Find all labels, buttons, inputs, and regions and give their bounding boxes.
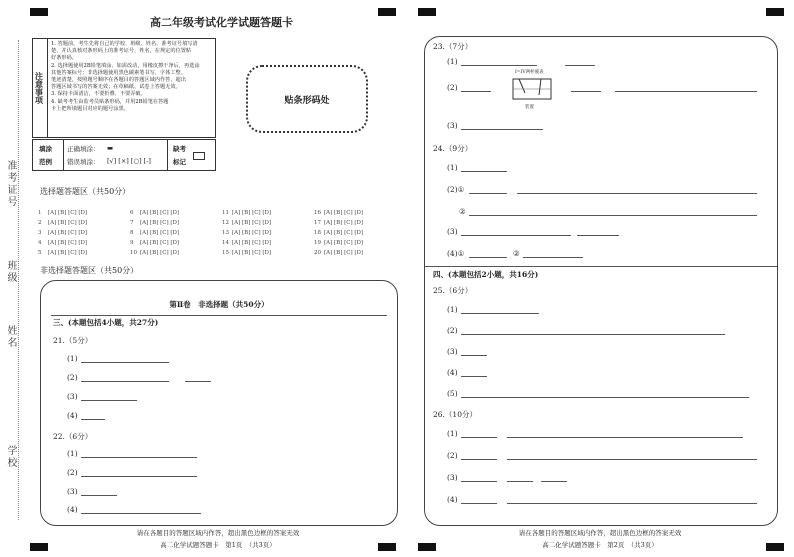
answer-line[interactable] xyxy=(461,437,497,438)
answer-line[interactable] xyxy=(81,362,169,363)
choice-question-row[interactable] xyxy=(130,230,179,236)
notice-line: 2. 选择题使用2B铅笔填涂，如需改动，用橡皮擦干净后，再选涂 xyxy=(51,62,200,69)
q26-sub-1: (1) xyxy=(447,429,458,438)
q25-sub-4: (4) xyxy=(447,368,458,377)
question-24-title: 24.（9分） xyxy=(433,144,473,153)
choice-question-row[interactable] xyxy=(130,250,179,256)
answer-line[interactable] xyxy=(461,313,539,314)
beaker-icon xyxy=(511,75,555,103)
choice-question-row[interactable] xyxy=(314,230,363,236)
registration-mark-top-mid-left xyxy=(378,8,396,16)
fill-example-label-top: 填涂 xyxy=(39,145,52,153)
answer-line[interactable] xyxy=(81,495,117,496)
choice-question-number: 15 xyxy=(222,250,229,256)
nonchoice-section-heading: 非选择题答题区（共50分） xyxy=(40,266,139,275)
q23-sub-2: (2) xyxy=(447,83,458,92)
choice-options[interactable]: [A] [B] [C] [D] xyxy=(324,220,364,226)
choice-question-number: 2 xyxy=(38,220,42,226)
page2-footer-page: 高二化学试题答题卡 第2页 （共3页） xyxy=(542,541,658,549)
choice-options[interactable]: [A] [B] [C] [D] xyxy=(48,240,88,246)
absent-label-top: 缺考 xyxy=(173,145,186,153)
registration-mark-top-left xyxy=(30,8,48,16)
choice-options[interactable]: [A] [B] [C] [D] xyxy=(140,220,180,226)
q23-sub-3: (3) xyxy=(447,121,458,130)
name-label: 姓名 xyxy=(5,325,16,349)
q21-sub-3: (3) xyxy=(67,392,78,401)
part-divider xyxy=(425,266,777,267)
choice-options[interactable]: [A] [B] [C] [D] xyxy=(324,230,364,236)
panel-title: 第Ⅱ卷 非选择题（共50分） xyxy=(169,300,269,309)
choice-question-row[interactable] xyxy=(314,240,363,246)
answer-line[interactable] xyxy=(461,65,537,66)
choice-question-row[interactable] xyxy=(222,250,271,256)
correct-fill-label: 正确填涂： xyxy=(67,145,100,153)
answer-line[interactable] xyxy=(507,459,757,460)
apparatus-figure xyxy=(509,69,557,111)
choice-question-number: 10 xyxy=(130,250,137,256)
answer-panel-page2 xyxy=(424,36,778,526)
choice-question-row[interactable] xyxy=(222,210,271,216)
choice-question-row[interactable] xyxy=(314,250,363,256)
answer-line[interactable] xyxy=(461,235,571,236)
q26-sub-2: (2) xyxy=(447,451,458,460)
barcode-area xyxy=(246,65,368,133)
figure-label: 装置 xyxy=(525,105,534,110)
question-26-title: 26.（10分） xyxy=(433,410,477,419)
choice-section-heading: 选择题答题区（共50分） xyxy=(40,187,131,196)
notice-line: 4. 缺考考生由监考员贴条形码，并用2B铅笔在答题 xyxy=(51,98,169,105)
answer-line[interactable] xyxy=(541,481,567,482)
choice-options[interactable]: [A] [B] [C] [D] xyxy=(48,210,88,216)
choice-options[interactable]: [A] [B] [C] [D] xyxy=(232,240,272,246)
choice-options[interactable]: [A] [B] [C] [D] xyxy=(140,210,180,216)
choice-question-number: 16 xyxy=(314,210,321,216)
choice-question-row[interactable] xyxy=(222,220,271,226)
notice-box xyxy=(32,38,216,138)
notice-list xyxy=(51,41,211,113)
choice-question-number: 18 xyxy=(314,230,321,236)
answer-line[interactable] xyxy=(185,381,211,382)
notice-line: 1. 答题前，考生先将自己的学校、班级、姓名、准考证号填写清 xyxy=(51,41,198,47)
q22-sub-2: (2) xyxy=(67,468,78,477)
q25-sub-5: (5) xyxy=(447,389,458,398)
choice-options[interactable]: [A] [B] [C] [D] xyxy=(140,250,180,256)
choice-options[interactable]: [A] [B] [C] [D] xyxy=(48,230,88,236)
choice-question-row[interactable] xyxy=(38,230,87,236)
choice-question-number: 6 xyxy=(130,210,134,216)
question-22-title: 22.（6分） xyxy=(53,432,93,441)
answer-line[interactable] xyxy=(615,91,757,92)
registration-mark-top-right xyxy=(766,8,784,16)
choice-question-row[interactable] xyxy=(130,240,179,246)
choice-options[interactable]: [A] [B] [C] [D] xyxy=(232,220,272,226)
choice-question-row[interactable] xyxy=(38,220,87,226)
q22-sub-3: (3) xyxy=(67,487,78,496)
choice-options[interactable]: [A] [B] [C] [D] xyxy=(48,220,88,226)
choice-question-row[interactable] xyxy=(38,250,87,256)
choice-question-row[interactable] xyxy=(130,220,179,226)
answer-line[interactable] xyxy=(469,257,507,258)
choice-question-row[interactable] xyxy=(314,210,363,216)
question-21-title: 21.（5分） xyxy=(53,336,93,345)
choice-options[interactable]: [A] [B] [C] [D] xyxy=(232,230,272,236)
notice-line: 好条形码。 xyxy=(51,55,77,62)
school-label: 学校 xyxy=(5,445,16,469)
answer-line[interactable] xyxy=(81,513,201,514)
choice-question-number: 4 xyxy=(38,240,42,246)
choice-question-number: 8 xyxy=(130,230,134,236)
q25-sub-2: (2) xyxy=(447,326,458,335)
page1-footer-page: 高二化学试题答题卡 第1页 （共3页） xyxy=(160,541,276,549)
exam-number-label: 准考证号 xyxy=(5,160,16,208)
choice-question-row[interactable] xyxy=(130,210,179,216)
choice-question-number: 7 xyxy=(130,220,134,226)
notice-line: 3. 保持卡面清洁，不要折叠、不要弄破。 xyxy=(51,91,146,98)
answer-line[interactable] xyxy=(81,457,197,458)
choice-options[interactable]: [A] [B] [C] [D] xyxy=(140,240,180,246)
answer-line[interactable] xyxy=(523,257,583,258)
choice-question-number: 14 xyxy=(222,240,229,246)
choice-question-number: 9 xyxy=(130,240,134,246)
answer-line[interactable] xyxy=(565,65,595,66)
answer-line[interactable] xyxy=(571,91,601,92)
wrong-fill-marks: [√] [×] [○] [-] xyxy=(107,157,151,165)
notice-line: 卡上把所填题目对应的题号涂黑。 xyxy=(51,105,129,112)
choice-question-row[interactable] xyxy=(222,230,271,236)
answer-line[interactable] xyxy=(81,381,169,382)
q26-sub-3: (3) xyxy=(447,473,458,482)
q21-sub-2: (2) xyxy=(67,373,78,382)
choice-question-row[interactable] xyxy=(314,220,363,226)
registration-mark-top-mid-right xyxy=(418,8,436,16)
q22-sub-1: (1) xyxy=(67,449,78,458)
q23-sub-1: (1) xyxy=(447,57,458,66)
choice-question-number: 20 xyxy=(314,250,321,256)
q26-sub-4: (4) xyxy=(447,495,458,504)
fill-example-label-bottom: 范例 xyxy=(39,158,52,166)
part-four-title: 四、(本题包括2小题，共16分) xyxy=(433,270,539,279)
choice-question-number: 3 xyxy=(38,230,42,236)
choice-options[interactable]: [A] [B] [C] [D] xyxy=(140,230,180,236)
choice-question-row[interactable] xyxy=(222,240,271,246)
q24-sub-1: (1) xyxy=(447,163,458,172)
answer-line[interactable] xyxy=(81,476,197,477)
fill-divider xyxy=(63,140,64,170)
choice-question-row[interactable] xyxy=(38,210,87,216)
q24-sub-3: ② xyxy=(459,207,466,216)
answer-line[interactable] xyxy=(577,235,619,236)
q25-sub-1: (1) xyxy=(447,305,458,314)
choice-question-number: 13 xyxy=(222,230,229,236)
absent-label-bottom: 标记 xyxy=(173,158,186,166)
class-label: 班级 xyxy=(5,260,16,284)
answer-line[interactable] xyxy=(461,481,497,482)
q21-sub-1: (1) xyxy=(67,354,78,363)
choice-options[interactable]: [A] [B] [C] [D] xyxy=(232,250,272,256)
page1-footer-note: 请在各题目的答题区域内作答，超出黑色边框的答案无效 xyxy=(136,529,300,537)
page2-footer-note: 请在各题目的答题区域内作答，超出黑色边框的答案无效 xyxy=(518,529,682,537)
notice-line: 答题区域书写的答案无效；在草稿纸、试卷上答题无效。 xyxy=(51,84,181,91)
answer-line[interactable] xyxy=(507,481,533,482)
q22-sub-4: (4) xyxy=(67,505,78,514)
choice-question-number: 12 xyxy=(222,220,229,226)
answer-line[interactable] xyxy=(461,376,487,377)
question-23-title: 23.（7分） xyxy=(433,42,473,51)
notice-side-label: 注意事项 xyxy=(33,39,48,137)
answer-line[interactable] xyxy=(461,503,497,504)
choice-options[interactable]: [A] [B] [C] [D] xyxy=(324,210,364,216)
q21-sub-4: (4) xyxy=(67,411,78,420)
answer-line[interactable] xyxy=(507,503,757,504)
answer-line[interactable] xyxy=(461,397,749,398)
wrong-fill-label: 错误填涂： xyxy=(67,158,100,166)
answer-line[interactable] xyxy=(517,193,757,194)
q24-sub-5: (4)① xyxy=(447,249,465,258)
answer-line[interactable] xyxy=(81,400,137,401)
page-title: 高二年级考试化学试题答题卡 xyxy=(150,16,293,29)
choice-question-number: 11 xyxy=(222,210,229,216)
panel-divider xyxy=(51,315,387,316)
answer-panel-page1 xyxy=(40,280,398,526)
binding-dotted-line xyxy=(18,40,19,520)
answer-line[interactable] xyxy=(461,91,491,92)
fill-divider xyxy=(167,140,168,170)
notice-line: 其他答案标号；非选择题使用黑色碳素笔书写，字体工整、 xyxy=(51,69,186,76)
answer-line[interactable] xyxy=(461,171,507,172)
q24-sub-6: ② xyxy=(513,249,520,258)
answer-line[interactable] xyxy=(469,193,507,194)
q25-sub-3: (3) xyxy=(447,347,458,356)
part-three-title: 三、(本题包括4小题，共27分) xyxy=(53,318,159,327)
absent-checkbox[interactable] xyxy=(193,152,205,160)
q24-sub-2: (2)① xyxy=(447,185,465,194)
answer-line[interactable] xyxy=(461,129,543,130)
figure-caption: I=IV两杯液表 xyxy=(515,70,544,75)
choice-question-number: 1 xyxy=(38,210,42,216)
answer-line[interactable] xyxy=(461,459,497,460)
choice-options[interactable]: [A] [B] [C] [D] xyxy=(324,250,364,256)
choice-question-row[interactable] xyxy=(38,240,87,246)
correct-fill-mark: ▬ xyxy=(107,144,114,152)
answer-line[interactable] xyxy=(469,215,757,216)
notice-line: 楚，并认真核对条形码上的准考证号、姓名，在规定的位置贴 xyxy=(51,48,192,55)
choice-options[interactable]: [A] [B] [C] [D] xyxy=(232,210,272,216)
answer-line[interactable] xyxy=(507,437,743,438)
answer-line[interactable] xyxy=(461,355,487,356)
answer-line[interactable] xyxy=(461,334,725,335)
barcode-label: 贴条形码处 xyxy=(284,95,330,106)
q24-sub-4: (3) xyxy=(447,227,458,236)
fill-example-box xyxy=(32,139,216,171)
choice-question-number: 17 xyxy=(314,220,321,226)
choice-question-number: 19 xyxy=(314,240,321,246)
notice-line: 笔迹清楚，按照题号顺序在各题目的答题区域内作答，超出 xyxy=(51,77,186,84)
binding-margin xyxy=(0,0,22,557)
choice-options[interactable]: [A] [B] [C] [D] xyxy=(48,250,88,256)
choice-options[interactable]: [A] [B] [C] [D] xyxy=(324,240,364,246)
question-25-title: 25.（6分） xyxy=(433,286,473,295)
answer-line[interactable] xyxy=(81,419,105,420)
choice-question-number: 5 xyxy=(38,250,42,256)
